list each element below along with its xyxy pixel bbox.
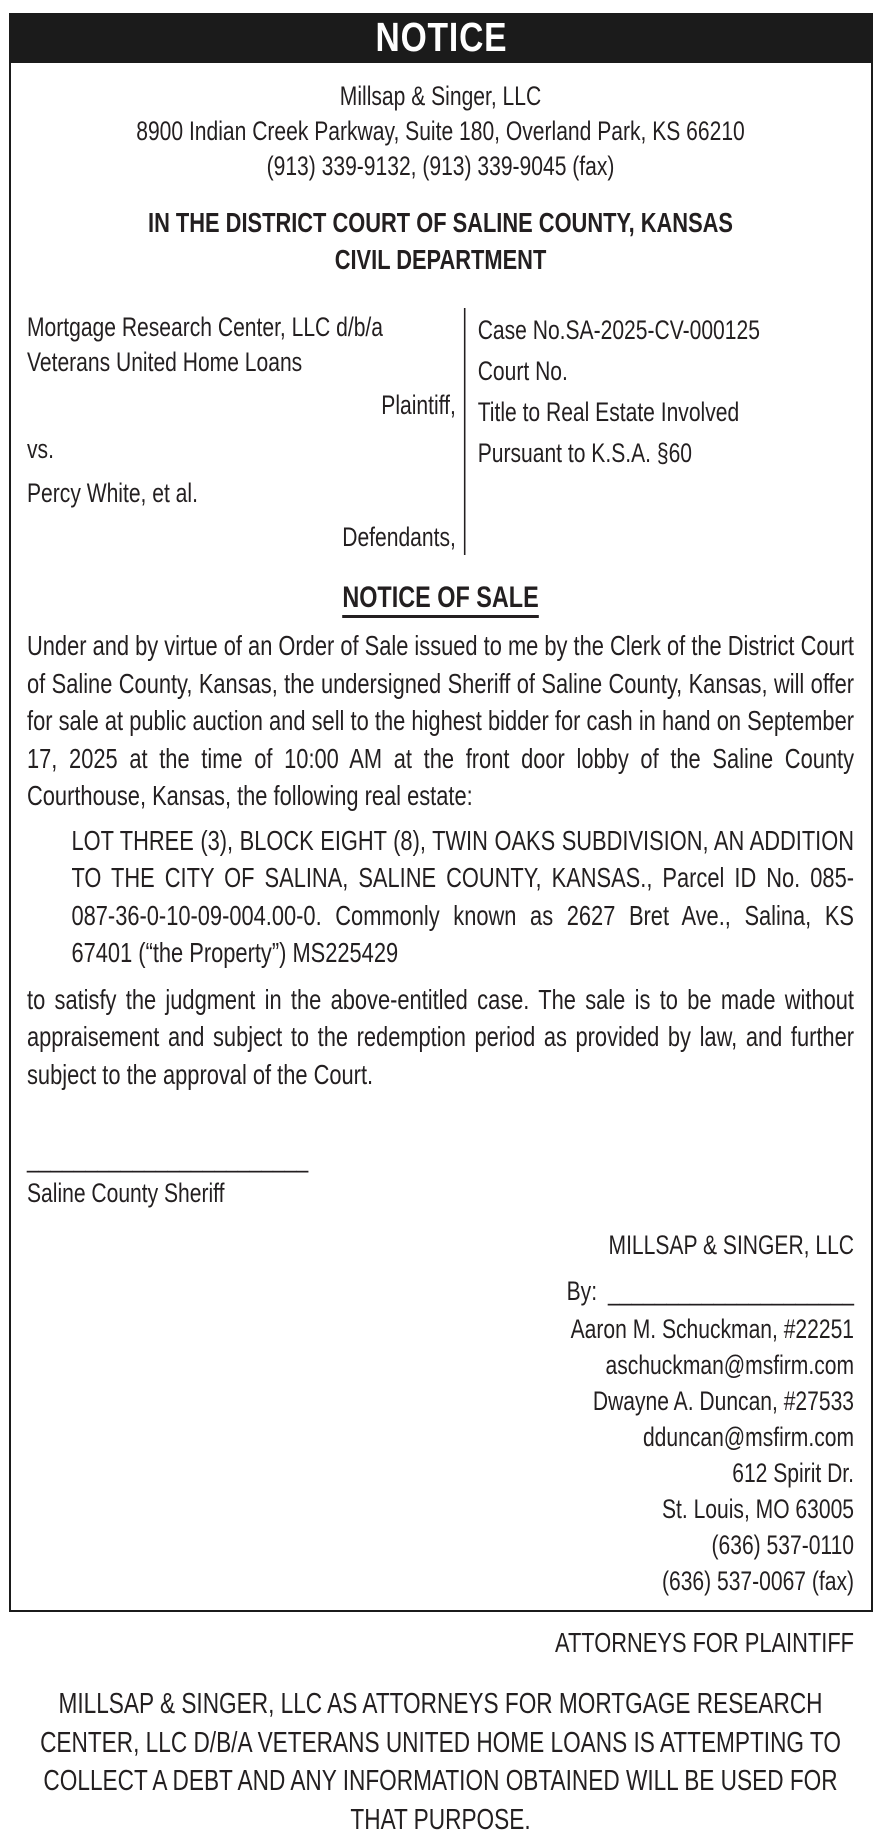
court-header-line1: IN THE DISTRICT COURT OF SALINE COUNTY, KANSAS: [148, 207, 733, 238]
legal-notice-document: [9, 13, 873, 1836]
legal-description: LOT THREE (3), BLOCK EIGHT (8), TWIN OAKS SUBDIVISION, AN ADDITION TO THE CITY OF SALINA, SALINE COUNTY, KANSAS., Parcel ID No. 085-087-36-0-10-09-004.00-0. Commonly known as 2627 Bret Ave., Salina, KS 67401 (“the Property”) MS225429: [71, 824, 855, 968]
attorney-line: Dwayne A. Duncan, #27533: [592, 1386, 855, 1416]
debt-collection-disclaimer: MILLSAP & SINGER, LLC AS ATTORNEYS FOR MORTGAGE RESEARCH CENTER, LLC D/B/A VETERANS UNITED HOME LOANS IS ATTEMPTING TO COLLECT A DEBT AND ANY INFORMATION OBTAINED WILL BE USED FOR THAT PURPOSE.: [40, 1688, 841, 1836]
attorney-email: aschuckman@msfirm.com: [605, 1350, 855, 1380]
case-title-line2: Pursuant to K.S.A. §60: [477, 438, 692, 468]
notice-of-sale-heading: NOTICE OF SALE: [342, 581, 538, 618]
court-header-line2: CIVIL DEPARTMENT: [334, 244, 547, 275]
versus-label: vs.: [27, 434, 54, 464]
defendant-name: Percy White, et al.: [27, 478, 198, 508]
court-number: Court No.: [477, 356, 568, 386]
order-of-sale-paragraph: Under and by virtue of an Order of Sale issued to me by the Clerk of the District Court of Saline County, Kansas, the undersigned Sheriff of Saline County, Kansas, will offer for sale at public auction and sell to the highest bidder for cash in hand on September 17, 2025 at the time of 10:00 AM at the front door lobby of the Saline County Courthouse, Kansas, the following real estate:: [27, 630, 855, 811]
notice-banner: [11, 15, 871, 63]
caption-case-info: [464, 308, 854, 555]
attorney-email: dduncan@msfirm.com: [642, 1422, 855, 1452]
attorney-firm-name: MILLSAP & SINGER, LLC: [608, 1230, 855, 1260]
firm-name: Millsap & Singer, LLC: [339, 81, 542, 111]
caption-parties: [27, 308, 464, 555]
sheriff-signature-block: [27, 1141, 854, 1211]
case-caption: [27, 308, 854, 555]
case-title-line1: Title to Real Estate Involved: [477, 397, 740, 427]
attorney-fax: (636) 537-0067 (fax): [661, 1566, 855, 1596]
sheriff-label: Saline County Sheriff: [27, 1178, 225, 1208]
case-number: Case No.SA-2025-CV-000125: [477, 315, 760, 345]
firm-header: [27, 79, 854, 184]
plaintiff-name-line1: Mortgage Research Center, LLC d/b/a: [27, 312, 383, 342]
judgment-paragraph: to satisfy the judgment in the above-entitled case. The sale is to be made without appraisement and subject to the redemption period as provided by law, and further subject to the approval of the Court.: [27, 983, 855, 1090]
by-signature-row: [27, 1273, 854, 1309]
firm-address: 8900 Indian Creek Parkway, Suite 180, Overland Park, KS 66210: [136, 116, 745, 146]
notice-banner-title: NOTICE: [375, 14, 507, 60]
attorneys-for-plaintiff: ATTORNEYS FOR PLAINTIFF: [555, 1627, 855, 1658]
plaintiff-name-line2: Veterans United Home Loans: [27, 347, 303, 377]
defendant-role: Defendants,: [342, 522, 456, 552]
attorney-block: [27, 1227, 854, 1599]
attorney-signature-line: _____________________: [607, 1276, 855, 1306]
sheriff-signature-line: ________________________: [27, 1143, 309, 1173]
attorney-address-line: 612 Spirit Dr.: [732, 1458, 855, 1488]
by-label: By:: [566, 1276, 598, 1306]
plaintiff-role: Plaintiff,: [381, 390, 456, 420]
court-header: [27, 204, 854, 278]
attorney-phone: (636) 537-0110: [711, 1530, 855, 1560]
attorney-line: Aaron M. Schuckman, #22251: [570, 1314, 855, 1344]
attorney-address-line: St. Louis, MO 63005: [661, 1494, 855, 1524]
firm-phones: (913) 339-9132, (913) 339-9045 (fax): [266, 151, 615, 181]
